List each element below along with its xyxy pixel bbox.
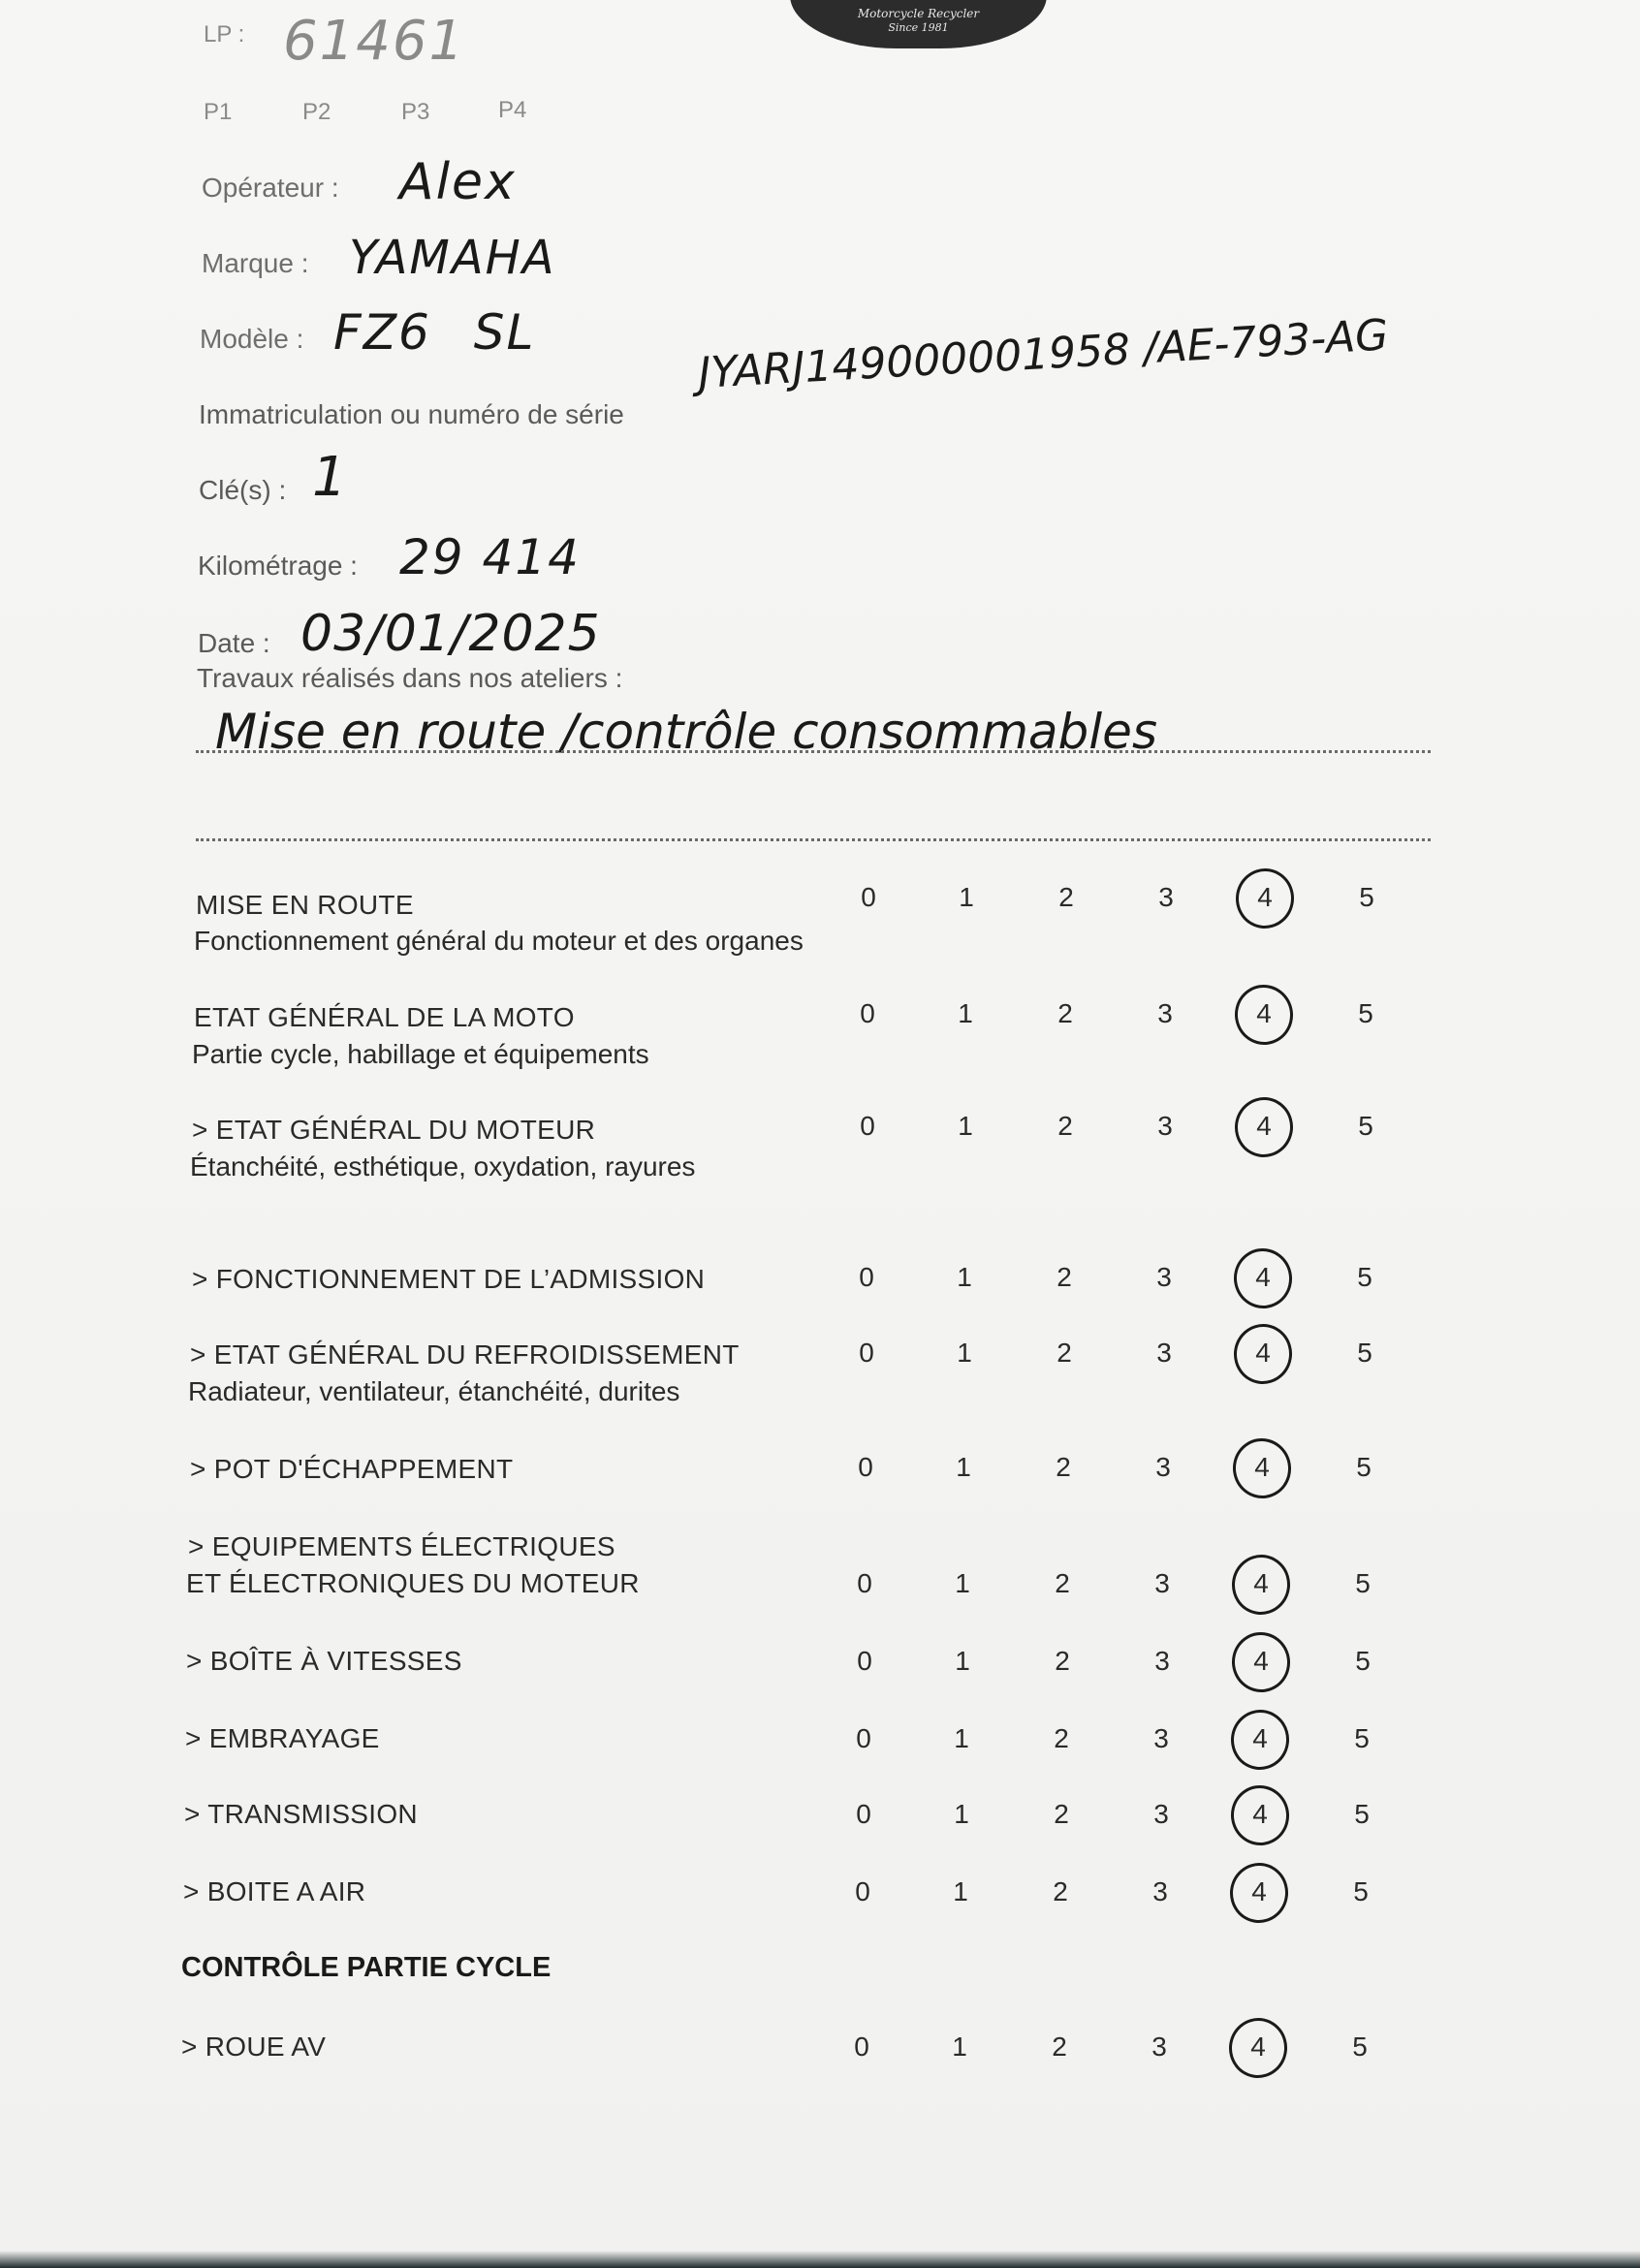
score-0[interactable]: 0 <box>861 882 876 912</box>
score-4[interactable]: 4 <box>1250 2032 1266 2062</box>
score-5[interactable]: 5 <box>1355 1646 1371 1676</box>
date-value: 03/01/2025 <box>300 605 601 663</box>
score-0[interactable]: 0 <box>859 1262 874 1292</box>
cles-label: Clé(s) : <box>199 475 287 505</box>
score-1[interactable]: 1 <box>952 2032 967 2062</box>
score-0[interactable]: 0 <box>856 1723 871 1753</box>
score-1[interactable]: 1 <box>957 1338 972 1368</box>
rating-row-title: > TRANSMISSION <box>184 1799 418 1829</box>
rating-row-subtitle: Fonctionnement général du moteur et des organes <box>194 926 804 956</box>
score-4[interactable]: 4 <box>1255 1262 1271 1292</box>
score-0[interactable]: 0 <box>856 1799 871 1829</box>
score-3[interactable]: 3 <box>1157 998 1173 1028</box>
score-0[interactable]: 0 <box>860 998 875 1028</box>
score-1[interactable]: 1 <box>959 882 974 912</box>
score-3[interactable]: 3 <box>1156 1262 1172 1292</box>
score-4[interactable]: 4 <box>1257 882 1273 912</box>
score-3[interactable]: 3 <box>1152 1876 1168 1906</box>
score-2[interactable]: 2 <box>1058 882 1074 912</box>
score-4[interactable]: 4 <box>1252 1799 1268 1829</box>
score-3[interactable]: 3 <box>1151 2032 1167 2062</box>
score-5[interactable]: 5 <box>1353 1876 1369 1906</box>
rating-row-subtitle: Partie cycle, habillage et équipements <box>192 1039 649 1069</box>
operateur-value: Alex <box>399 153 517 211</box>
travaux-label: Travaux réalisés dans nos ateliers : <box>197 663 623 693</box>
section-title-partie-cycle: CONTRÔLE PARTIE CYCLE <box>181 1952 552 1983</box>
score-2[interactable]: 2 <box>1055 1646 1070 1676</box>
rating-row-title: > POT D'ÉCHAPPEMENT <box>190 1454 514 1484</box>
score-0[interactable]: 0 <box>854 2032 869 2062</box>
score-3[interactable]: 3 <box>1156 1338 1172 1368</box>
score-2[interactable]: 2 <box>1052 2032 1067 2062</box>
score-3[interactable]: 3 <box>1153 1799 1169 1829</box>
immat-label: Immatriculation ou numéro de série <box>199 399 624 429</box>
score-4[interactable]: 4 <box>1251 1876 1267 1906</box>
score-5[interactable]: 5 <box>1354 1723 1370 1753</box>
score-5[interactable]: 5 <box>1357 1338 1372 1368</box>
score-1[interactable]: 1 <box>957 1262 972 1292</box>
rating-row-title: > ROUE AV <box>181 2032 327 2062</box>
score-2[interactable]: 2 <box>1054 1799 1069 1829</box>
score-4[interactable]: 4 <box>1253 1568 1269 1598</box>
score-3[interactable]: 3 <box>1154 1568 1170 1598</box>
rating-row-title: > BOÎTE À VITESSES <box>186 1646 462 1676</box>
marque-value: YAMAHA <box>349 231 556 285</box>
rating-row-title: > BOITE A AIR <box>183 1876 366 1906</box>
travaux-line-2 <box>196 838 1431 841</box>
score-4[interactable]: 4 <box>1254 1452 1270 1482</box>
score-2[interactable]: 2 <box>1057 998 1073 1028</box>
modele-value: FZ6 SL <box>333 304 536 361</box>
rating-row-subtitle: ET ÉLECTRONIQUES DU MOTEUR <box>186 1568 640 1598</box>
immat-value: JYARJ149000001958 /AE-793-AG <box>697 310 1390 398</box>
score-0[interactable]: 0 <box>858 1452 873 1482</box>
score-2[interactable]: 2 <box>1054 1723 1069 1753</box>
rating-row-title: > FONCTIONNEMENT DE L’ADMISSION <box>192 1264 706 1294</box>
score-3[interactable]: 3 <box>1157 1111 1173 1141</box>
score-5[interactable]: 5 <box>1357 1262 1372 1292</box>
score-0[interactable]: 0 <box>855 1876 870 1906</box>
score-1[interactable]: 1 <box>956 1452 971 1482</box>
score-3[interactable]: 3 <box>1155 1452 1171 1482</box>
score-3[interactable]: 3 <box>1153 1723 1169 1753</box>
score-5[interactable]: 5 <box>1352 2032 1368 2062</box>
score-0[interactable]: 0 <box>857 1646 872 1676</box>
score-1[interactable]: 1 <box>958 1111 973 1141</box>
rating-row-title: ETAT GÉNÉRAL DE LA MOTO <box>194 1002 575 1032</box>
travaux-line-1 <box>196 750 1431 753</box>
score-0[interactable]: 0 <box>860 1111 875 1141</box>
lp-value: 61461 <box>283 10 466 73</box>
p4-label: P4 <box>498 97 527 123</box>
date-label: Date : <box>198 628 270 658</box>
score-5[interactable]: 5 <box>1355 1568 1371 1598</box>
p3-label: P3 <box>401 99 430 125</box>
score-2[interactable]: 2 <box>1053 1876 1068 1906</box>
marque-label: Marque : <box>202 248 309 278</box>
modele-label: Modèle : <box>200 324 304 354</box>
km-value: 29 414 <box>399 529 581 585</box>
rating-row-title: > ETAT GÉNÉRAL DU MOTEUR <box>192 1115 596 1145</box>
rating-row-title: > EMBRAYAGE <box>185 1723 380 1753</box>
km-label: Kilométrage : <box>198 551 358 581</box>
p1-label: P1 <box>204 99 233 125</box>
score-1[interactable]: 1 <box>958 998 973 1028</box>
score-4[interactable]: 4 <box>1252 1723 1268 1753</box>
score-0[interactable]: 0 <box>859 1338 874 1368</box>
score-5[interactable]: 5 <box>1356 1452 1372 1482</box>
rating-row-subtitle: Radiateur, ventilateur, étanchéité, durites <box>188 1376 680 1406</box>
rating-row-title: > ETAT GÉNÉRAL DU REFROIDISSEMENT <box>190 1339 740 1370</box>
score-5[interactable]: 5 <box>1358 1111 1373 1141</box>
score-2[interactable]: 2 <box>1055 1568 1070 1598</box>
score-3[interactable]: 3 <box>1154 1646 1170 1676</box>
logo-tagline: Motorcycle Recycler <box>857 7 980 20</box>
rating-row-subtitle: Étanchéité, esthétique, oxydation, rayures <box>190 1151 696 1181</box>
score-5[interactable]: 5 <box>1358 998 1373 1028</box>
score-1[interactable]: 1 <box>954 1799 969 1829</box>
score-1[interactable]: 1 <box>955 1568 970 1598</box>
rating-row-title: > EQUIPEMENTS ÉLECTRIQUES <box>188 1531 615 1561</box>
score-4[interactable]: 4 <box>1256 998 1272 1028</box>
score-1[interactable]: 1 <box>955 1646 970 1676</box>
score-4[interactable]: 4 <box>1256 1111 1272 1141</box>
score-0[interactable]: 0 <box>857 1568 872 1598</box>
cles-value: 1 <box>312 446 349 509</box>
score-5[interactable]: 5 <box>1359 882 1374 912</box>
score-2[interactable]: 2 <box>1057 1262 1072 1292</box>
score-1[interactable]: 1 <box>953 1876 968 1906</box>
score-2[interactable]: 2 <box>1057 1111 1073 1141</box>
score-1[interactable]: 1 <box>954 1723 969 1753</box>
score-2[interactable]: 2 <box>1056 1452 1071 1482</box>
p2-label: P2 <box>302 99 331 125</box>
rating-row-title: MISE EN ROUTE <box>196 890 414 920</box>
score-4[interactable]: 4 <box>1253 1646 1269 1676</box>
score-2[interactable]: 2 <box>1057 1338 1072 1368</box>
lp-label: LP : <box>204 21 245 47</box>
score-4[interactable]: 4 <box>1255 1338 1271 1368</box>
logo-since: Since 1981 <box>888 21 949 34</box>
score-3[interactable]: 3 <box>1158 882 1174 912</box>
score-5[interactable]: 5 <box>1354 1799 1370 1829</box>
operateur-label: Opérateur : <box>202 173 339 203</box>
page-bottom-edge <box>0 2251 1640 2268</box>
travaux-value: Mise en route /contrôle consommables <box>215 704 1157 760</box>
